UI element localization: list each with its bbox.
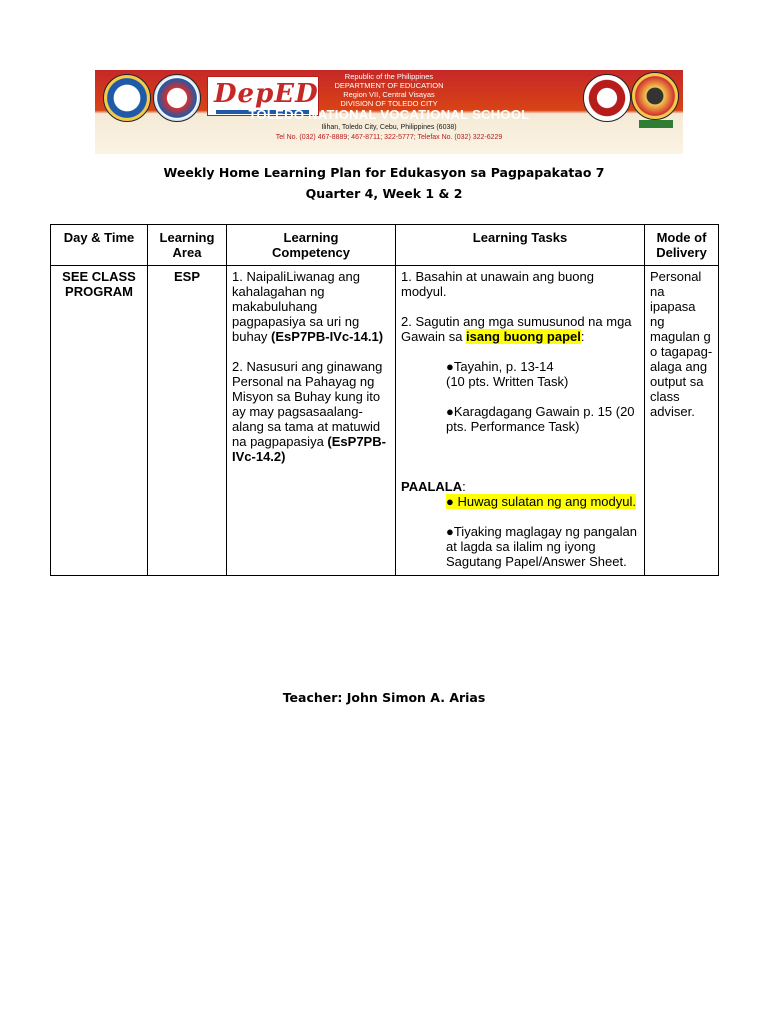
header-learning-tasks: Learning Tasks [396,225,645,266]
table-row [51,266,719,576]
task-tayahin: ●Tayahin, p. 13-14 (10 pts. Written Task) [446,359,569,389]
competency-1: 1. NaipaliLiwanag ang kahalagahan ng makabuluhang pagpapasiya sa uri ng buhay (EsP7PB-IVc-14.1) [232,269,384,344]
task-1: 1. Basahin at unawain ang buong modyul. [401,269,594,299]
learning-plan-table [50,224,719,576]
highlight-buong-papel: isang buong papel [466,329,581,344]
header-school-name: TOLEDO NATIONAL VOCATIONAL SCHOOL [248,107,530,122]
city-seal-ribbon [639,120,673,128]
reminder-1: ● Huwag sulatan ng ang modyul. [446,494,636,509]
header-address: Ilihan, Toledo City, Cebu, Philippines (6038) [321,124,457,131]
header-republic: Republic of the Philippines [344,72,434,81]
cell-mode-of-delivery: Personal na ipapasa ng magulan g o tagapag-alaga ang output sa class adviser. [645,266,719,576]
plan-title: Weekly Home Learning Plan for Edukasyon sa Pagpapakatao 7 [163,165,605,180]
reminder-label: PAALALA: [401,479,466,494]
header-day-time: Day & Time [51,225,148,266]
task-2: 2. Sagutin ang mga sumusunod na mga Gawain sa isang buong papel: [401,314,632,344]
deped-logo-text: DepED [214,79,319,109]
cell-day-time: SEE CLASS PROGRAM [51,266,148,576]
header-department: DEPARTMENT OF EDUCATION [334,81,444,90]
task-karagdagang-gawain: ●Karagdagang Gawain p. 15 (20 pts. Performance Task) [446,404,635,434]
header-learning-competency: Learning Competency [227,225,396,266]
plan-subtitle: Quarter 4, Week 1 & 2 [305,186,463,201]
cell-learning-area: ESP [148,266,227,576]
competency-2: 2. Nasusuri ang ginawang Personal na Pahayag ng Misyon sa Buhay kung ito ay may pagsasaalang-alang sa tama at matuwid na pagpapasiya (EsP7PB-IVc-14.2) [232,359,386,464]
header-region: Region VII, Central Visayas [343,90,435,99]
reminder-2: ●Tiyaking maglagay ng pangalan at lagda sa ilalim ng iyong Sagutang Papel/Answer Sheet. [446,524,637,569]
cell-learning-competency [227,266,396,576]
division-seal-icon [583,74,631,122]
header-contact: Tel No. (032) 467-8889; 467-8711; 322-5777; Telefax No. (032) 322-6229 [275,134,503,141]
teacher-name: Teacher: John Simon A. Arias [282,690,486,705]
cell-learning-tasks [396,266,645,576]
header-learning-area: Learning Area [148,225,227,266]
header-division: DIVISION OF TOLEDO CITY [340,99,438,108]
city-seal-icon [631,72,679,120]
header-mode-of-delivery: Mode of Delivery [645,225,719,266]
school-header-banner [95,70,683,154]
table-header-row [51,225,719,266]
